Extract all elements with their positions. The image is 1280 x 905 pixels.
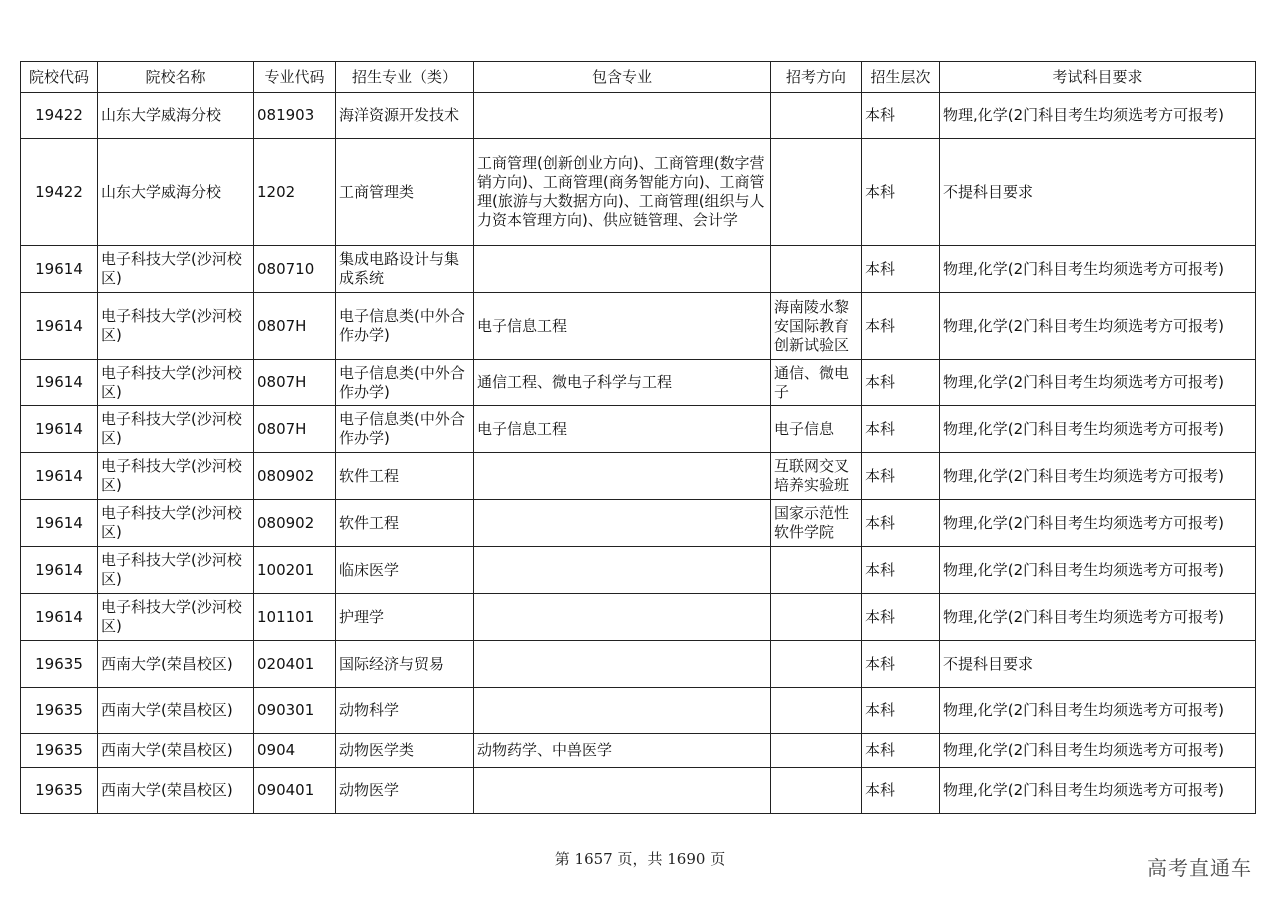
cell-includes xyxy=(474,641,771,688)
cell-subjects: 不提科目要求 xyxy=(940,641,1256,688)
cell-includes xyxy=(474,547,771,594)
table-row xyxy=(21,246,1256,293)
cell-major-code: 020401 xyxy=(254,641,336,688)
cell-subjects: 物理,化学(2门科目考生均须选考方可报考) xyxy=(940,768,1256,814)
cell-major: 动物医学类 xyxy=(336,734,474,768)
cell-school-name: 电子科技大学(沙河校区) xyxy=(98,360,254,406)
cell-includes xyxy=(474,688,771,734)
table-row xyxy=(21,93,1256,139)
table-row xyxy=(21,641,1256,688)
cell-includes: 工商管理(创新创业方向)、工商管理(数字营销方向)、工商管理(商务智能方向)、工商管理(旅游与大数据方向)、工商管理(组织与人力资本管理方向)、供应链管理、会计学 xyxy=(474,139,771,246)
cell-major-code: 1202 xyxy=(254,139,336,246)
cell-subjects: 物理,化学(2门科目考生均须选考方可报考) xyxy=(940,293,1256,360)
cell-level: 本科 xyxy=(862,768,940,814)
cell-direction: 互联网交叉培养实验班 xyxy=(771,453,862,500)
cell-direction xyxy=(771,734,862,768)
header-major-code: 专业代码 xyxy=(254,62,336,93)
cell-major: 软件工程 xyxy=(336,453,474,500)
cell-major: 工商管理类 xyxy=(336,139,474,246)
cell-school-name: 电子科技大学(沙河校区) xyxy=(98,547,254,594)
cell-school-name: 电子科技大学(沙河校区) xyxy=(98,500,254,547)
header-level: 招生层次 xyxy=(862,62,940,93)
header-subjects: 考试科目要求 xyxy=(940,62,1256,93)
cell-includes xyxy=(474,93,771,139)
cell-direction: 海南陵水黎安国际教育创新试验区 xyxy=(771,293,862,360)
cell-school-code: 19614 xyxy=(21,360,98,406)
admissions-table xyxy=(20,61,1256,814)
cell-subjects: 物理,化学(2门科目考生均须选考方可报考) xyxy=(940,360,1256,406)
cell-school-name: 西南大学(荣昌校区) xyxy=(98,641,254,688)
cell-major-code: 080710 xyxy=(254,246,336,293)
cell-subjects: 不提科目要求 xyxy=(940,139,1256,246)
cell-level: 本科 xyxy=(862,93,940,139)
table-row xyxy=(21,406,1256,453)
cell-direction xyxy=(771,688,862,734)
cell-direction xyxy=(771,768,862,814)
cell-level: 本科 xyxy=(862,406,940,453)
cell-subjects: 物理,化学(2门科目考生均须选考方可报考) xyxy=(940,500,1256,547)
cell-subjects: 物理,化学(2门科目考生均须选考方可报考) xyxy=(940,246,1256,293)
cell-major-code: 0807H xyxy=(254,406,336,453)
cell-direction: 通信、微电子 xyxy=(771,360,862,406)
cell-level: 本科 xyxy=(862,500,940,547)
cell-school-name: 电子科技大学(沙河校区) xyxy=(98,293,254,360)
cell-major: 软件工程 xyxy=(336,500,474,547)
cell-major-code: 101101 xyxy=(254,594,336,641)
cell-subjects: 物理,化学(2门科目考生均须选考方可报考) xyxy=(940,453,1256,500)
cell-major-code: 081903 xyxy=(254,93,336,139)
cell-includes: 动物药学、中兽医学 xyxy=(474,734,771,768)
table-row xyxy=(21,688,1256,734)
cell-level: 本科 xyxy=(862,246,940,293)
cell-school-code: 19614 xyxy=(21,246,98,293)
header-school-name: 院校名称 xyxy=(98,62,254,93)
table-header-row xyxy=(21,62,1256,93)
cell-major: 动物医学 xyxy=(336,768,474,814)
cell-school-name: 西南大学(荣昌校区) xyxy=(98,688,254,734)
cell-level: 本科 xyxy=(862,641,940,688)
cell-school-code: 19614 xyxy=(21,547,98,594)
cell-school-name: 山东大学威海分校 xyxy=(98,139,254,246)
cell-subjects: 物理,化学(2门科目考生均须选考方可报考) xyxy=(940,688,1256,734)
cell-level: 本科 xyxy=(862,734,940,768)
cell-school-name: 西南大学(荣昌校区) xyxy=(98,734,254,768)
watermark-text: 高考直通车 xyxy=(1147,856,1252,880)
page-number: 第 1657 页，共 1690 页 xyxy=(554,850,726,868)
cell-major-code: 0807H xyxy=(254,293,336,360)
cell-includes: 通信工程、微电子科学与工程 xyxy=(474,360,771,406)
table-body xyxy=(21,93,1256,814)
cell-school-name: 电子科技大学(沙河校区) xyxy=(98,406,254,453)
cell-includes xyxy=(474,500,771,547)
cell-school-code: 19635 xyxy=(21,641,98,688)
header-includes: 包含专业 xyxy=(474,62,771,93)
cell-includes xyxy=(474,768,771,814)
header-major: 招生专业（类） xyxy=(336,62,474,93)
cell-major: 动物科学 xyxy=(336,688,474,734)
table-row xyxy=(21,139,1256,246)
cell-level: 本科 xyxy=(862,594,940,641)
cell-includes xyxy=(474,246,771,293)
cell-subjects: 物理,化学(2门科目考生均须选考方可报考) xyxy=(940,93,1256,139)
table-row xyxy=(21,500,1256,547)
table-row xyxy=(21,768,1256,814)
cell-major: 国际经济与贸易 xyxy=(336,641,474,688)
cell-school-code: 19614 xyxy=(21,594,98,641)
cell-major: 电子信息类(中外合作办学) xyxy=(336,406,474,453)
cell-school-code: 19635 xyxy=(21,734,98,768)
cell-direction: 电子信息 xyxy=(771,406,862,453)
cell-direction xyxy=(771,246,862,293)
cell-direction xyxy=(771,93,862,139)
cell-includes xyxy=(474,594,771,641)
cell-major: 临床医学 xyxy=(336,547,474,594)
cell-major-code: 090301 xyxy=(254,688,336,734)
cell-level: 本科 xyxy=(862,139,940,246)
cell-school-code: 19614 xyxy=(21,406,98,453)
cell-includes xyxy=(474,453,771,500)
cell-school-name: 电子科技大学(沙河校区) xyxy=(98,246,254,293)
cell-major: 海洋资源开发技术 xyxy=(336,93,474,139)
admissions-table-container xyxy=(20,61,1255,814)
header-direction: 招考方向 xyxy=(771,62,862,93)
table-row xyxy=(21,293,1256,360)
cell-major: 护理学 xyxy=(336,594,474,641)
cell-level: 本科 xyxy=(862,547,940,594)
cell-subjects: 物理,化学(2门科目考生均须选考方可报考) xyxy=(940,734,1256,768)
cell-level: 本科 xyxy=(862,360,940,406)
cell-major-code: 0904 xyxy=(254,734,336,768)
cell-direction xyxy=(771,547,862,594)
header-school-code: 院校代码 xyxy=(21,62,98,93)
cell-school-code: 19422 xyxy=(21,93,98,139)
cell-school-name: 电子科技大学(沙河校区) xyxy=(98,453,254,500)
cell-school-name: 山东大学威海分校 xyxy=(98,93,254,139)
cell-school-name: 电子科技大学(沙河校区) xyxy=(98,594,254,641)
cell-school-code: 19422 xyxy=(21,139,98,246)
cell-major-code: 0807H xyxy=(254,360,336,406)
cell-school-code: 19614 xyxy=(21,293,98,360)
cell-direction xyxy=(771,139,862,246)
cell-subjects: 物理,化学(2门科目考生均须选考方可报考) xyxy=(940,406,1256,453)
cell-level: 本科 xyxy=(862,453,940,500)
cell-major-code: 090401 xyxy=(254,768,336,814)
cell-includes: 电子信息工程 xyxy=(474,293,771,360)
cell-level: 本科 xyxy=(862,293,940,360)
cell-school-code: 19614 xyxy=(21,500,98,547)
cell-major-code: 100201 xyxy=(254,547,336,594)
cell-direction xyxy=(771,641,862,688)
cell-school-code: 19635 xyxy=(21,768,98,814)
cell-includes: 电子信息工程 xyxy=(474,406,771,453)
table-row xyxy=(21,734,1256,768)
cell-major-code: 080902 xyxy=(254,453,336,500)
cell-major-code: 080902 xyxy=(254,500,336,547)
cell-level: 本科 xyxy=(862,688,940,734)
cell-direction: 国家示范性软件学院 xyxy=(771,500,862,547)
cell-subjects: 物理,化学(2门科目考生均须选考方可报考) xyxy=(940,547,1256,594)
cell-major: 电子信息类(中外合作办学) xyxy=(336,293,474,360)
table-row xyxy=(21,594,1256,641)
table-row xyxy=(21,360,1256,406)
cell-major: 电子信息类(中外合作办学) xyxy=(336,360,474,406)
table-row xyxy=(21,547,1256,594)
cell-school-code: 19635 xyxy=(21,688,98,734)
table-row xyxy=(21,453,1256,500)
cell-school-code: 19614 xyxy=(21,453,98,500)
cell-subjects: 物理,化学(2门科目考生均须选考方可报考) xyxy=(940,594,1256,641)
cell-major: 集成电路设计与集成系统 xyxy=(336,246,474,293)
cell-school-name: 西南大学(荣昌校区) xyxy=(98,768,254,814)
cell-direction xyxy=(771,594,862,641)
